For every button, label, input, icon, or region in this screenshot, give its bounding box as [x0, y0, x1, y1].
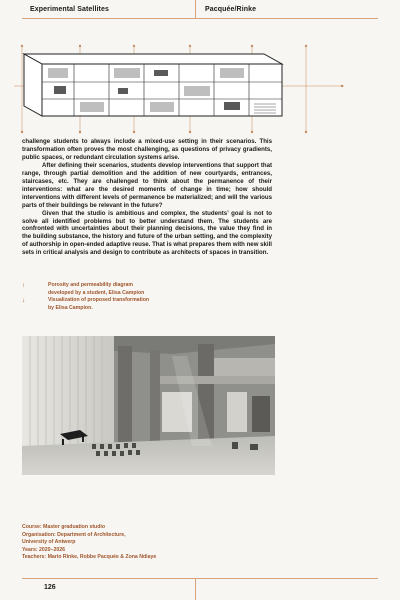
caption-line: by Elisa Campion.	[48, 304, 93, 311]
footer-column-divider	[195, 578, 196, 600]
course-info-line: Years: 2020–2026	[22, 546, 65, 553]
body-paragraph: challenge students to always include a mixed-use setting in their scenarios. This transformation often proves the most challenging, as questions of privacy gradients, public spaces, or redundant circulation systems arise.	[22, 138, 272, 161]
course-info-line: Course: Master graduation studio	[22, 524, 106, 530]
caption-line: Visualization of proposed transformation	[48, 297, 150, 304]
running-header-left-title: Experimental Satellites	[30, 6, 109, 13]
body-paragraph: After defining their scenarios, students develop interventions that support that range, through partial demolition and the addition of new courtyards, entrances, staircases, etc. They are challenged to think about the permanence of their interventions: what are the desired moments of change in time; how should interventions with different levels of permanence be materialized; and will the various parts of their buildings be relevant in the future?	[22, 161, 272, 209]
arrow-down-icon: ↓	[22, 297, 26, 305]
running-header	[22, 4, 378, 17]
caption-visualization	[22, 297, 222, 312]
footer-rule	[22, 578, 378, 579]
body-text	[22, 138, 272, 257]
page-number: 126	[44, 584, 56, 591]
porosity-diagram	[14, 44, 344, 134]
caption-line: Porosity and permeability diagram	[48, 282, 134, 288]
course-info	[22, 524, 222, 562]
course-info-line: Teachers: Mario Rinke, Robbe Pacquée & Zona Ndiaye	[22, 554, 157, 560]
arrow-up-icon: ↑	[22, 282, 26, 289]
header-rule	[22, 18, 378, 19]
course-info-line: Organisation: Department of Architecture,	[22, 531, 126, 538]
caption-diagram	[22, 282, 222, 297]
header-column-divider	[195, 0, 196, 18]
running-header-right-title: Pacquée/Rinke	[205, 6, 257, 13]
figure-captions	[22, 282, 222, 312]
course-info-line: University of Antwerp	[22, 539, 76, 545]
body-paragraph: Given that the studio is ambitious and complex, the students’ goal is not to solve all identified problems but to better understand them. The students are confronted with uncertainties about their planning decisions, the value they find in the building substance, the history and future of the urban setting, and the complexity of authorship in open-ended adaptive reuse. That is what prepares them with new skill sets in critical analysis and design to contribute as architects of spaces in transition.	[22, 209, 272, 257]
transformation-visualization	[22, 336, 275, 475]
caption-line: developed by a student, Elisa Campion	[48, 289, 145, 296]
